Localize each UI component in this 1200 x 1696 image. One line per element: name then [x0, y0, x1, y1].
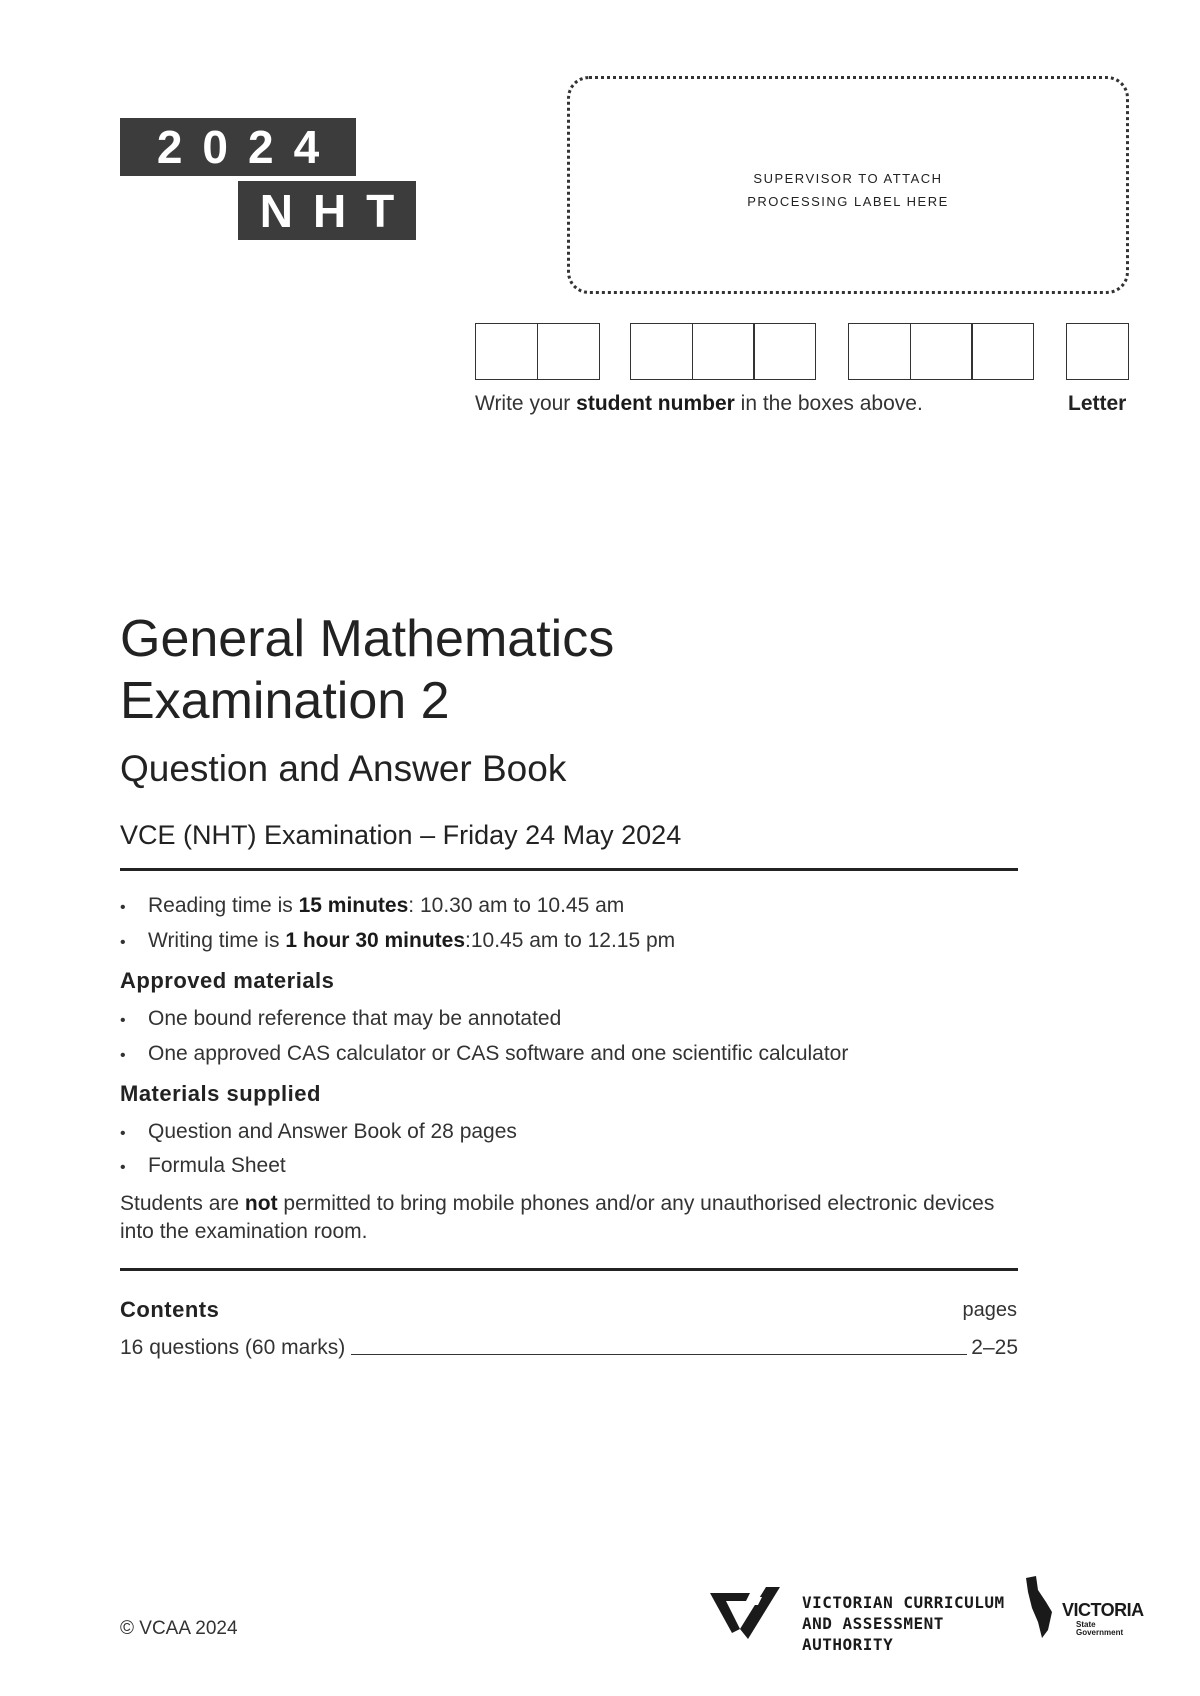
label-instruction-line1: SUPERVISOR TO ATTACH: [753, 171, 943, 186]
vcaa-logo: [710, 1583, 1010, 1654]
contents-row-label: 16 questions (60 marks): [120, 1336, 346, 1359]
contents-row: [120, 1336, 1018, 1360]
victoria-sub-line2: Government: [1076, 1628, 1124, 1637]
label-instruction-line2: PROCESSING LABEL HERE: [747, 194, 949, 209]
exam-date: VCE (NHT) Examination – Friday 24 May 2024: [120, 820, 682, 850]
list-item: • One approved CAS calculator or CAS software and one scientific calculator: [120, 1042, 849, 1065]
student-letter-group: [1066, 323, 1129, 380]
list-item: • One bound reference that may be annotated: [120, 1007, 562, 1030]
student-letter-box[interactable]: [1066, 323, 1129, 380]
bullet-icon: •: [120, 1047, 126, 1064]
processing-label-area: [567, 76, 1129, 294]
student-number-box[interactable]: [848, 323, 911, 380]
page-title-line2: Examination 2: [120, 672, 450, 730]
letter-label: Letter: [1068, 392, 1127, 415]
student-number-group-1: [475, 323, 600, 380]
contents-heading: Contents: [120, 1297, 220, 1322]
student-number-group-3: [848, 323, 1034, 380]
session-badge: NHT: [238, 181, 416, 240]
student-number-box[interactable]: [971, 323, 1034, 380]
list-item: • Formula Sheet: [120, 1154, 286, 1177]
contents-row-pages: 2–25: [971, 1336, 1018, 1359]
vcaa-name-line1: VICTORIAN CURRICULUM: [802, 1593, 1005, 1612]
approved-materials-heading: Approved materials: [120, 968, 335, 993]
vcaa-name-line2: AND ASSESSMENT AUTHORITY: [802, 1614, 944, 1654]
bullet-icon: •: [120, 1159, 126, 1176]
bullet-icon: •: [120, 899, 126, 916]
student-number-box[interactable]: [910, 323, 973, 380]
victoria-sub-line1: State: [1076, 1620, 1096, 1629]
student-number-box[interactable]: [630, 323, 693, 380]
victoria-wordmark: VICTORIA: [1062, 1600, 1144, 1620]
bullet-icon: •: [120, 1012, 126, 1029]
copyright: © VCAA 2024: [120, 1618, 238, 1639]
student-number-box[interactable]: [692, 323, 755, 380]
student-number-box[interactable]: [475, 323, 538, 380]
divider: [120, 1268, 1018, 1271]
student-number-hint: Write your student number in the boxes above.: [475, 392, 923, 415]
student-number-box[interactable]: [537, 323, 600, 380]
student-number-box[interactable]: [753, 323, 816, 380]
year-badge: 2024: [120, 118, 356, 176]
writing-time-item: • Writing time is 1 hour 30 minutes:10.45 am to 12.15 pm: [120, 929, 676, 952]
materials-supplied-heading: Materials supplied: [120, 1081, 321, 1106]
list-item: • Question and Answer Book of 28 pages: [120, 1120, 517, 1143]
vcaa-mark-icon: [710, 1583, 800, 1643]
dot-leader: [351, 1354, 967, 1355]
divider: [120, 868, 1018, 871]
bullet-icon: •: [120, 934, 126, 951]
bullet-icon: •: [120, 1125, 126, 1142]
student-number-group-2: [630, 323, 816, 380]
reading-time-item: • Reading time is 15 minutes: 10.30 am to 10.45 am: [120, 894, 625, 917]
page-title-line1: General Mathematics: [120, 610, 615, 668]
pages-heading: pages: [962, 1299, 1017, 1321]
device-notice: Students are not permitted to bring mobile phones and/or any unauthorised electronic devices into the examination room.: [120, 1192, 995, 1243]
page-subtitle: Question and Answer Book: [120, 748, 567, 789]
victoria-government-logo: [1022, 1572, 1144, 1642]
